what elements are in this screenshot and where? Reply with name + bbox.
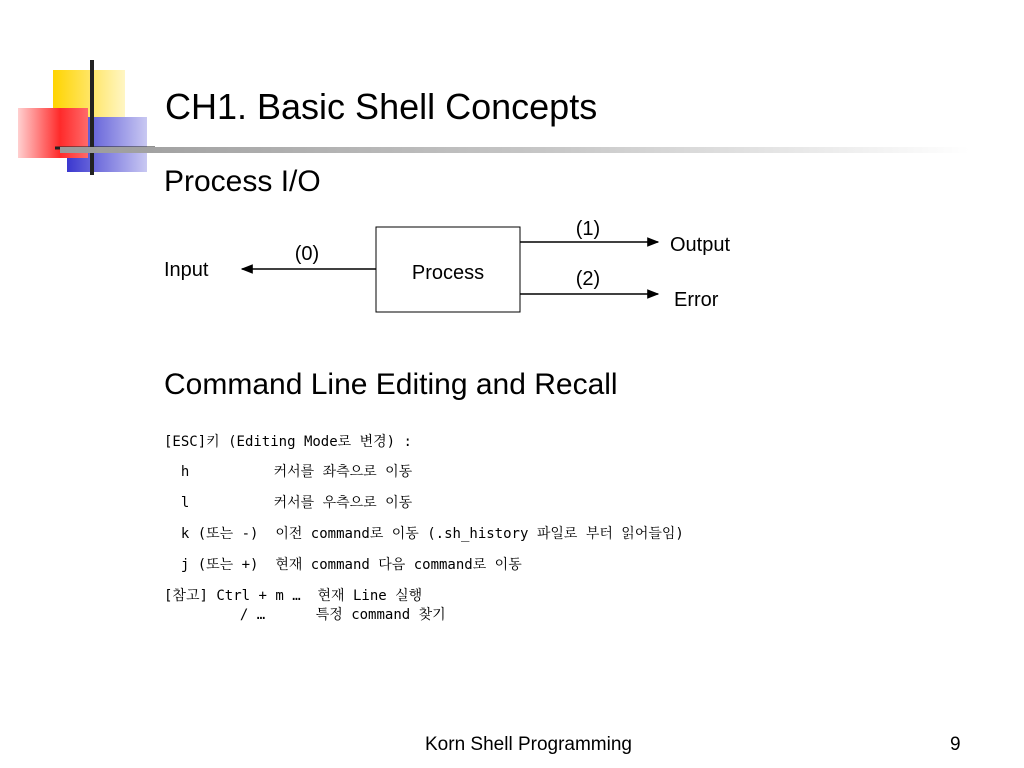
process-label: Process bbox=[411, 262, 485, 284]
page-number: 9 bbox=[950, 734, 961, 755]
process-io-diagram bbox=[150, 205, 770, 335]
slide-logo bbox=[15, 55, 155, 180]
editing-line-l: l 커서를 우측으로 이동 bbox=[164, 495, 413, 511]
note-line-search: / … 특정 command 찾기 bbox=[164, 607, 446, 623]
error-label: Error bbox=[674, 289, 719, 311]
section-heading-process-io: Process I/O bbox=[164, 165, 321, 198]
note-line-ctrl-m: [참고] Ctrl + m … 현재 Line 실행 bbox=[164, 588, 423, 604]
editing-line-h: h 커서를 좌측으로 이동 bbox=[164, 464, 413, 480]
section-heading-command-line-editing: Command Line Editing and Recall bbox=[164, 368, 618, 401]
output-fd-label: (1) bbox=[575, 218, 601, 240]
editing-line-k: k (또는 -) 이전 command로 이동 (.sh_history 파일로 부터 읽어들임) bbox=[164, 526, 684, 542]
footer-title: Korn Shell Programming bbox=[425, 734, 632, 755]
input-label: Input bbox=[164, 259, 209, 281]
input-fd-label: (0) bbox=[294, 243, 320, 265]
slide-title: CH1. Basic Shell Concepts bbox=[165, 86, 598, 127]
output-label: Output bbox=[670, 234, 731, 256]
editing-intro: [ESC]키 (Editing Mode로 변경) : bbox=[164, 434, 412, 450]
error-fd-label: (2) bbox=[575, 268, 601, 290]
editing-line-j: j (또는 +) 현재 command 다음 command로 이동 bbox=[164, 557, 522, 573]
title-underline bbox=[60, 147, 970, 153]
